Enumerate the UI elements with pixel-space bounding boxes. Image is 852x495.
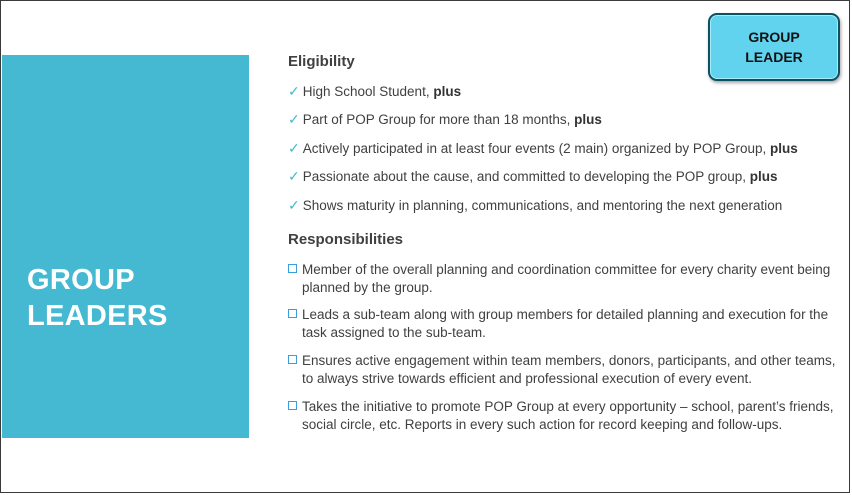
badge-line1: GROUP bbox=[748, 29, 800, 45]
title-panel bbox=[2, 55, 249, 438]
responsibilities-heading: Responsibilities bbox=[288, 231, 404, 248]
responsibility-item: Member of the overall planning and coordination committee for every charity event being planned by the group. bbox=[288, 261, 836, 296]
checkmark-icon: ✓ bbox=[288, 197, 300, 213]
slide-bottom-margin bbox=[2, 438, 848, 492]
slide-title-line2: LEADERS bbox=[27, 300, 168, 332]
responsibility-item: Takes the initiative to promote POP Group at every opportunity – school, parent’s friends, social circle, etc. Reports in every such action for record keeping and follow-ups. bbox=[288, 398, 836, 433]
checkbox-bullet-icon bbox=[288, 309, 297, 318]
checkbox-bullet-icon bbox=[288, 401, 297, 410]
slide-title-line1: GROUP bbox=[27, 264, 135, 296]
slide-title bbox=[27, 262, 237, 334]
checkbox-bullet-icon bbox=[288, 355, 297, 364]
badge-line2: LEADER bbox=[745, 49, 803, 65]
checkbox-bullet-icon bbox=[288, 264, 297, 273]
eligibility-item: ✓ Actively participated in at least four events (2 main) organized by POP Group, plus bbox=[288, 140, 798, 156]
eligibility-heading: Eligibility bbox=[288, 53, 355, 70]
responsibility-item: Ensures active engagement within team members, donors, participants, and other teams, to always strive towards efficient and professional execution of every event. bbox=[288, 352, 836, 387]
checkmark-icon: ✓ bbox=[288, 140, 300, 156]
checkmark-icon: ✓ bbox=[288, 111, 300, 127]
group-leader-button[interactable] bbox=[708, 13, 840, 81]
eligibility-item: ✓ Part of POP Group for more than 18 months, plus bbox=[288, 111, 602, 127]
checkmark-icon: ✓ bbox=[288, 168, 300, 184]
eligibility-item: ✓ High School Student, plus bbox=[288, 83, 462, 99]
responsibility-item: Leads a sub-team along with group members for detailed planning and execution for the task assigned to the sub-team. bbox=[288, 306, 836, 341]
checkmark-icon: ✓ bbox=[288, 83, 300, 99]
eligibility-item: ✓ Shows maturity in planning, communications, and mentoring the next generation bbox=[288, 197, 783, 213]
eligibility-item: ✓ Passionate about the cause, and committed to developing the POP group, plus bbox=[288, 168, 778, 184]
